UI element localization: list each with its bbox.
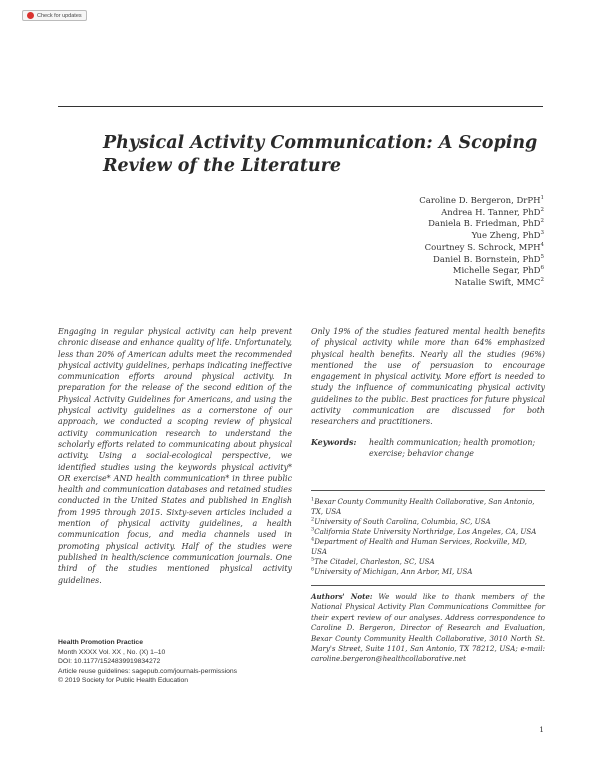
keywords <box>311 437 545 460</box>
abstract-column-right: Only 19% of the studies featured mental health benefits of physical activity while more than 64% emphasized physical health benefits. Nearly all the studies (96%) mentioned the use of persuasion to encourage engagement in physical activity. More effort is needed to study the influence of communicating physical activity guidelines to the public. Best practices for future physical activity communication are discussed for both researchers and practitioners. <box>311 327 545 427</box>
author: Yue Zheng, PhD$^3$ <box>471 230 544 242</box>
article-title <box>103 132 543 178</box>
affiliation: $^6$University of Michigan, Ann Arbor, MI, USA <box>311 566 473 576</box>
authors-note <box>311 585 545 665</box>
journal-reuse[interactable]: Article reuse guidelines: sagepub.com/journals-permissions <box>58 667 238 675</box>
affiliations <box>311 490 545 577</box>
title-line-2: Review of the Literature <box>103 156 342 176</box>
author: Daniel B. Bornstein, PhD$^5$ <box>433 253 544 265</box>
update-icon <box>27 12 34 19</box>
journal-issue: Month XXXX Vol. XX , No. (X) 1–10 <box>58 648 166 656</box>
abstract-column-left: Engaging in regular physical activity can help prevent chronic disease and enhance quality of life. Unfortunately, less than 20% of American adults meet the recommended physical activity guidelines, perhaps indicating ineffective communication efforts around physical activity. In preparation for the release of the second edition of the Physical Activity Guidelines for Americans, and using the physical activity guidelines as a cornerstone of our approach, we conducted a scoping review of physical activity communication research to understand the scholarly efforts related to communicating about physical activity. Using a social-ecological perspective, we identified studies using the keywords physical activity* OR exercise* AND health communication* in three public health and communication databases and retained studies conducted in the United States and published in English from 1995 through 2015. Sixty-seven articles included a mention of physical activity guidelines, a health communication focus, and media channels used in promoting physical activity. Half of the studies were published in health/science communication journals. One third of the studies mentioned physical activity guidelines. <box>58 327 292 585</box>
author: Andrea H. Tanner, PhD$^2$ <box>441 206 544 218</box>
page-number: 1 <box>539 725 544 734</box>
keywords-label: Keywords: <box>311 438 357 447</box>
journal-doi[interactable]: DOI: 10.1177/1524839919834272 <box>58 658 161 666</box>
title-line-1: Physical Activity Communication: A Scoping <box>103 133 538 153</box>
header-rule <box>58 106 543 107</box>
author: Courtney S. Schrock, MPH$^4$ <box>424 241 544 253</box>
author: Daniela B. Friedman, PhD$^2$ <box>428 218 544 230</box>
authors-note-label: Authors' Note: <box>311 592 373 601</box>
affiliation: $^1$Bexar County Community Health Collaborative, San Antonio, TX, USA <box>311 496 535 516</box>
author: Michelle Segar, PhD$^6$ <box>452 265 544 277</box>
keywords-text: health communication; health promotion; exercise; behavior change <box>369 438 536 459</box>
journal-copyright: © 2019 Society for Public Health Education <box>58 677 189 685</box>
affiliation: $^2$University of South Carolina, Columbia, SC, USA <box>311 516 491 526</box>
affiliation: $^4$Department of Health and Human Services, Rockville, MD, USA <box>311 536 527 556</box>
badge-label: Check for updates <box>37 12 82 19</box>
authors-note-text: We would like to thank members of the National Physical Activity Plan Communications Committee for their expert review of our analyses. Address correspondence to Caroline D. Bergeron, Director of Research and Evaluation, Bexar County Community Health Collaborative, 3010 North St. Mary's Street, Suite 1101, San Antonio, TX 78212, USA; e-mail: caroline.bergeron@healthcollaborative.net <box>311 592 545 664</box>
author: Natalie Swift, MMC$^2$ <box>454 277 544 288</box>
affiliation: $^5$The Citadel, Charleston, SC, USA <box>311 556 435 566</box>
affiliation: $^3$California State University Northridge, Los Angeles, CA, USA <box>311 526 537 536</box>
author-list <box>419 196 544 290</box>
author: Caroline D. Bergeron, DrPH$^1$ <box>419 195 544 206</box>
check-for-updates-badge[interactable] <box>22 10 87 21</box>
journal-info <box>58 638 298 686</box>
journal-title: Health Promotion Practice <box>58 639 143 646</box>
